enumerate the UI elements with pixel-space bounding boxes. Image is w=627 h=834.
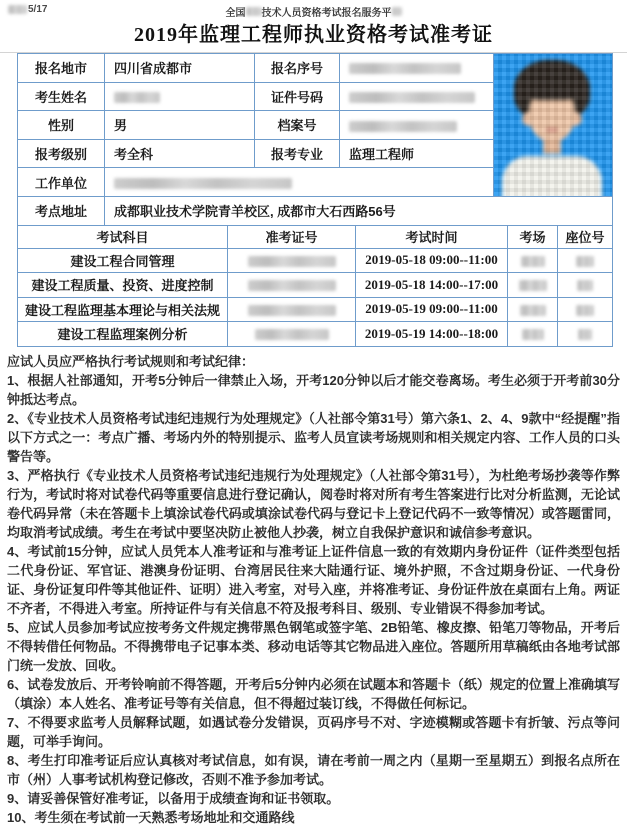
redacted-admission-no: [255, 329, 329, 340]
id-no-label: 证件号码: [255, 82, 340, 111]
redacted-file-no: [349, 121, 457, 132]
time-column-header: 考试时间: [356, 225, 508, 248]
notice-item-7: 7、不得要求监考人员解释试题，如遇试卷分发错误，页码序号不对、字迹模糊或答题卡有折皱、污点等问题，可举手询问。: [7, 714, 620, 749]
seat-cell: [558, 322, 613, 347]
subject-cell: 建设工程监理案例分析: [18, 322, 228, 347]
employer-value: [105, 168, 494, 197]
seat-cell: [558, 273, 613, 298]
exam-rules-notice: [7, 352, 620, 827]
room-cell: [508, 322, 558, 347]
redacted-seat: [577, 280, 593, 291]
redacted-employer: [114, 178, 292, 189]
notice-item-2: 2、《专业技术人员资格考试违纪违规行为处理规定》（人社部令第31号）第六条1、2、4、9款中“经提醒”指以下方式之一：考点广播、考场内外的特别提示、监考人员宣读考场规则和相关规定内容、工作人员的口头警告等。: [7, 410, 620, 464]
redacted-site-header-suffix: [392, 7, 402, 16]
redacted-seat: [578, 329, 592, 340]
id-no-value: [340, 82, 494, 111]
schedule-row: [18, 248, 613, 273]
notice-item-3: 3、严格执行《专业技术人员资格考试违纪违规行为处理规定》（人社部令第31号），为杜绝考场抄袭等作弊行为，考试时将对试卷代码等重要信息进行登记确认，阅卷时将对所有考生答案进行比对分析监测，无论试卷代码异常（未在答题卡上填涂试卷代码或填涂试卷代码与登记卡上登记代码不一致等情况）或答题雷同，均取消考试成绩。考生在考试中要坚决防止被他人抄袭，树立自我保护意识和诚信参考意识。: [7, 467, 620, 540]
reg-city-label: 报名地市: [18, 54, 105, 83]
site-header-prefix: 全国: [225, 8, 246, 19]
admission-no-cell: [228, 273, 356, 298]
schedule-header-row: [18, 225, 613, 248]
page-title: 2019年监理工程师执业资格考试准考证: [134, 24, 493, 46]
site-header-mid: 技术人员资格考试报名服务平: [261, 8, 392, 19]
reg-city-value: 四川省成都市: [105, 54, 255, 83]
redacted-room: [522, 329, 544, 340]
exam-schedule-table: [17, 225, 613, 347]
time-cell: 2019-05-19 09:00--11:00: [356, 297, 508, 322]
level-label: 报考级别: [18, 139, 105, 168]
seat-column-header: 座位号: [558, 225, 613, 248]
notice-item-8: 8、考生打印准考证后应认真核对考试信息，如有误，请在考前一周之内（星期一至星期五）到报名点所在市（州）人事考试机构登记修改，否则不准予参加考试。: [7, 752, 620, 787]
redacted-seat: [576, 305, 594, 316]
subject-cell: 建设工程监理基本理论与相关法规: [18, 297, 228, 322]
seat-cell: [558, 297, 613, 322]
gender-value: 男: [105, 111, 255, 140]
time-cell: 2019-05-18 09:00--11:00: [356, 248, 508, 273]
room-column-header: 考场: [508, 225, 558, 248]
notice-item-10: 10、考生须在考试前一天熟悉考场地址和交通路线: [7, 809, 295, 825]
schedule-row: [18, 297, 613, 322]
subject-column-header: 考试科目: [18, 225, 228, 248]
admission-no-cell: [228, 297, 356, 322]
file-no-value: [340, 111, 494, 140]
seat-cell: [558, 248, 613, 273]
notice-item-5: 5、应试人员参加考试应按考务文件规定携带黑色钢笔或签字笔、2B铅笔、橡皮擦、铅笔刀等物品，开考后不得转借任何物品。不得携带电子记事本类、移动电话等其它物品进入座位。答题所用草稿纸由各地考试部门统一发放、回收。: [7, 619, 620, 673]
redacted-room: [519, 280, 547, 291]
redacted-name: [114, 92, 160, 103]
redacted-room: [521, 256, 545, 267]
pixelation-overlay: [494, 54, 612, 196]
table-row: [18, 197, 613, 226]
candidate-info-table: [17, 53, 613, 226]
subject-cell: 建设工程质量、投资、进度控制: [18, 273, 228, 298]
level-value: 考全科: [105, 139, 255, 168]
admission-no-cell: [228, 248, 356, 273]
notice-item-4: 4、考试前15分钟，应试人员凭本人准考证和与准考证上证件信息一致的有效期内身份证件（证件类型包括二代身份证、军官证、港澳身份证明、台湾居民往来大陆通行证、境外护照，不含过期身份证、一代身份证、身份证复印件等其他证件、证明）进入考室，对号入座，并将准考证、身份证件放在桌面右上角。两证不齐者，不得进入考室。所持证件与有关信息不符及报考科目、级别、专业错误不得参加考试。: [7, 543, 620, 616]
notice-item-9: 9、请妥善保管好准考证，以备用于成绩查询和证书领取。: [7, 790, 340, 806]
time-cell: 2019-05-19 14:00--18:00: [356, 322, 508, 347]
table-row: [18, 54, 613, 83]
name-value: [105, 82, 255, 111]
subject-cell: 建设工程合同管理: [18, 248, 228, 273]
redacted-site-header-word: [246, 7, 262, 16]
print-header: [0, 0, 627, 19]
major-value: 监理工程师: [340, 139, 494, 168]
reg-no-value: [340, 54, 494, 83]
file-no-label: 档案号: [255, 111, 340, 140]
site-address-value: 成都职业技术学院青羊校区, 成都市大石西路56号: [105, 197, 613, 226]
print-date-text: 5/17: [28, 4, 48, 15]
redacted-reg-no: [349, 63, 461, 74]
room-cell: [508, 273, 558, 298]
admission-no-cell: [228, 322, 356, 347]
room-cell: [508, 297, 558, 322]
name-label: 考生姓名: [18, 82, 105, 111]
redacted-admission-no: [248, 256, 336, 267]
reg-no-label: 报名序号: [255, 54, 340, 83]
site-address-label: 考点地址: [18, 197, 105, 226]
schedule-row: [18, 322, 613, 347]
site-header: [0, 4, 627, 19]
major-label: 报考专业: [255, 139, 340, 168]
notice-intro: 应试人员应严格执行考试规则和考试纪律：: [7, 353, 255, 369]
room-cell: [508, 248, 558, 273]
admission-no-column-header: 准考证号: [228, 225, 356, 248]
redacted-seat: [576, 256, 594, 267]
notice-item-6: 6、试卷发放后、开考铃响前不得答题，开考后5分钟内必须在试题本和答题卡（纸）规定的位置上准确填写（填涂）本人姓名、准考证号等有关信息，但不得超过装订线，不得做任何标记。: [7, 676, 620, 711]
time-cell: 2019-05-18 14:00--17:00: [356, 273, 508, 298]
redacted-admission-no: [248, 305, 336, 316]
employer-label: 工作单位: [18, 168, 105, 197]
schedule-row: [18, 273, 613, 298]
notice-item-1: 1、根据人社部通知，开考5分钟后一律禁止入场，开考120分钟以后才能交卷离场。考生必须于开考前30分钟抵达考点。: [7, 372, 620, 407]
candidate-photo: [494, 54, 612, 196]
redacted-id-no: [349, 92, 475, 103]
redacted-admission-no: [248, 280, 336, 291]
gender-label: 性别: [18, 111, 105, 140]
photo-cell: [494, 54, 613, 197]
redacted-room: [520, 305, 546, 316]
